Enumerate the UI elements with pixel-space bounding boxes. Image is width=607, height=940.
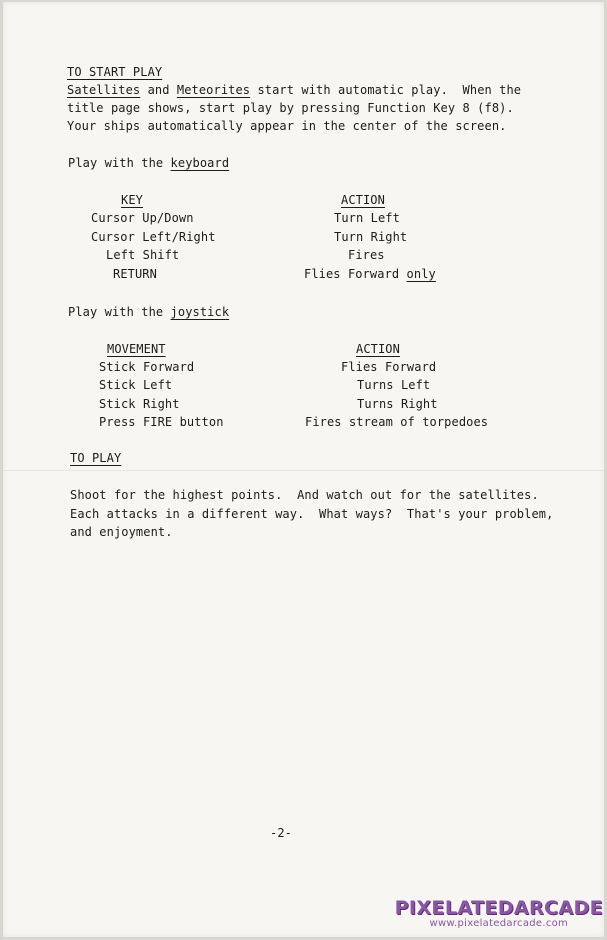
only-emphasis: only: [406, 267, 436, 281]
movement-cell: Stick Forward: [99, 360, 195, 374]
joystick-intro: Play with the joystick: [68, 305, 230, 319]
start-line-1: Satellites and Meteorites start with automatic play. When the: [67, 83, 522, 97]
movement-cell: Stick Left: [99, 378, 173, 392]
action-column-header: ACTION: [356, 342, 400, 356]
keyboard-intro: Play with the keyboard: [68, 156, 230, 170]
watermark: [395, 898, 603, 930]
paper-fold: [3, 470, 604, 471]
play-line-3: and enjoyment.: [70, 525, 173, 539]
meteorites-title: Meteorites: [176, 83, 251, 97]
start-line-3: Your ships automatically appear in the center of the screen.: [67, 119, 507, 133]
play-line-1: Shoot for the highest points. And watch out for the satellites.: [70, 488, 539, 502]
play-line-2: Each attacks in a different way. What ways? That's your problem,: [70, 507, 554, 521]
movement-cell: Stick Right: [99, 397, 180, 411]
keyboard-label: keyboard: [170, 156, 230, 170]
action-cell: Turns Left: [357, 378, 431, 392]
pixelatedarcade-logo: PIXELATEDARCADE: [394, 897, 603, 919]
action-cell: Turn Right: [334, 230, 408, 244]
action-column-header: ACTION: [341, 193, 385, 207]
page-number: -2-: [270, 826, 292, 840]
key-cell: Cursor Left/Right: [91, 230, 216, 244]
action-cell: Fires stream of torpedoes: [305, 415, 489, 429]
key-cell: Cursor Up/Down: [91, 211, 194, 225]
action-cell: Fires: [348, 248, 385, 262]
action-cell: Turns Right: [357, 397, 438, 411]
play-heading: TO PLAY: [70, 451, 122, 465]
key-cell: RETURN: [113, 267, 157, 281]
action-cell: Turn Left: [334, 211, 400, 225]
satellites-title: Satellites: [67, 83, 141, 97]
watermark-url: www.pixelatedarcade.com: [429, 918, 569, 929]
start-heading: TO START PLAY: [67, 65, 163, 79]
start-line-2: title page shows, start play by pressing Function Key 8 (f8).: [67, 101, 514, 115]
movement-cell: Press FIRE button: [99, 415, 224, 429]
action-cell: Flies Forward only: [304, 267, 436, 281]
movement-column-header: MOVEMENT: [107, 342, 166, 356]
key-cell: Left Shift: [106, 248, 180, 262]
action-cell: Flies Forward: [341, 360, 437, 374]
key-column-header: KEY: [121, 193, 143, 207]
joystick-label: joystick: [170, 305, 230, 319]
